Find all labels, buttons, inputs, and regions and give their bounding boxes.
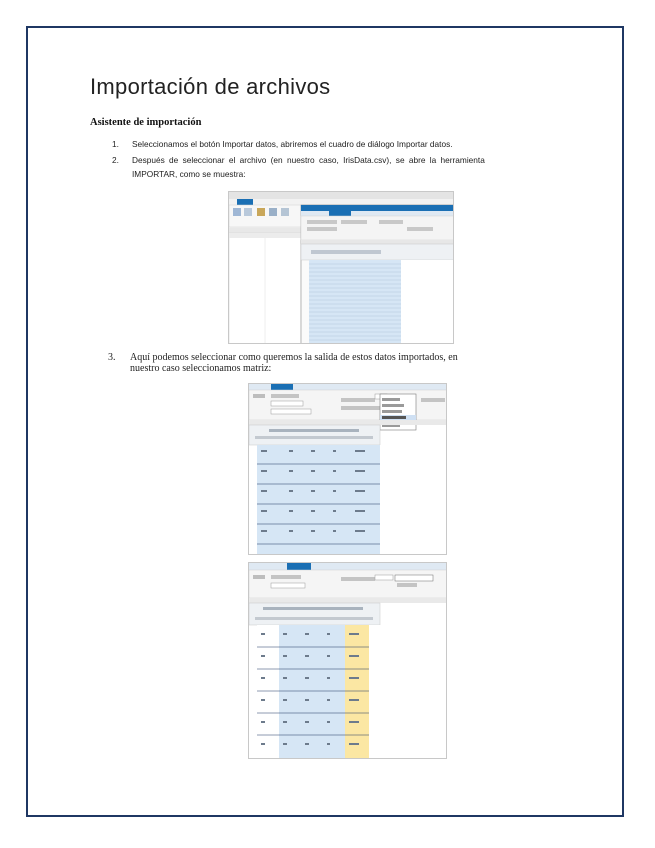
- list-text-line2: IMPORTAR, como se muestra:: [132, 169, 246, 179]
- list-text-line2: nuestro caso seleccionamos matriz:: [130, 363, 272, 374]
- list-item-step-3: [108, 352, 588, 378]
- list-item-step-1: [112, 138, 582, 151]
- screenshot-matrix-output: [248, 562, 447, 759]
- output-dropdown-figure: [249, 384, 447, 555]
- page-title: Importación de archivos: [90, 74, 331, 99]
- list-text-line1: Aquí podemos seleccionar como queremos la salida de estos datos importados, en: [130, 352, 458, 363]
- screenshot-import-tool: [228, 191, 454, 344]
- matrix-output-figure: [249, 563, 447, 759]
- list-number: 2.: [112, 155, 119, 165]
- import-tool-figure: [229, 192, 454, 344]
- screenshot-output-type-dropdown: [248, 383, 447, 555]
- list-number: 1.: [112, 139, 119, 149]
- list-text: Seleccionamos el botón Importar datos, abriremos el cuadro de diálogo Importar datos.: [132, 139, 453, 149]
- list-item-step-2: [112, 154, 582, 182]
- list-number: 3.: [108, 352, 116, 363]
- list-text-line1: Después de seleccionar el archivo (en nuestro caso, IrisData.csv), se abre la herramienta: [132, 155, 485, 165]
- section-subtitle: Asistente de importación: [90, 117, 202, 128]
